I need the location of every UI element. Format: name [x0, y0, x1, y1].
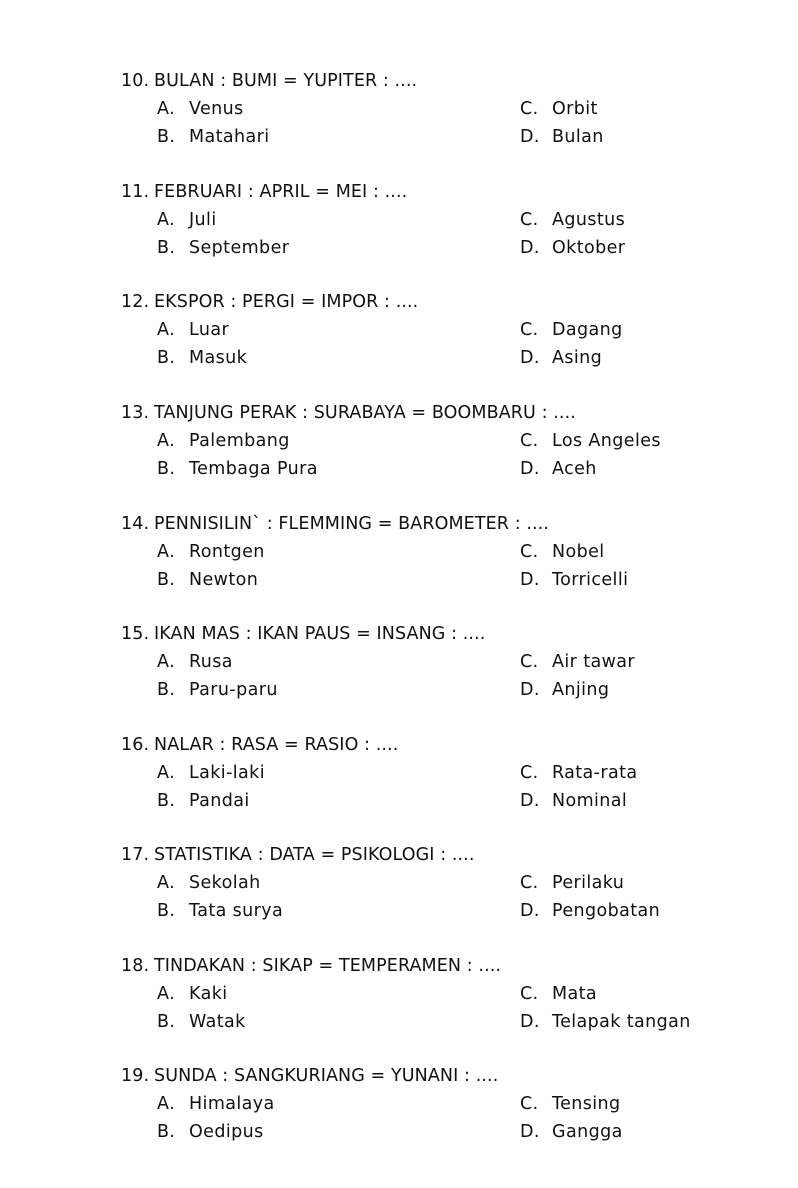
option-text: Sekolah [189, 873, 261, 893]
option-c[interactable] [520, 873, 624, 893]
option-text: Pengobatan [552, 901, 661, 921]
option-letter: A. [157, 1094, 176, 1114]
question-stem [121, 514, 549, 534]
question-text: FEBRUARI : APRIL = MEI : .... [154, 182, 408, 202]
option-text: Laki-laki [189, 763, 265, 783]
option-text: Dagang [552, 320, 623, 340]
option-letter: A. [157, 320, 176, 340]
option-text: Newton [189, 570, 259, 590]
option-text: Tensing [552, 1094, 621, 1114]
question-number: 14. [121, 514, 150, 534]
question-text: STATISTIKA : DATA = PSIKOLOGI : .... [154, 845, 475, 865]
option-c[interactable] [520, 652, 635, 672]
question-18 [0, 956, 798, 1040]
option-letter: B. [157, 348, 176, 368]
question-11 [0, 182, 798, 266]
option-text: Venus [189, 99, 244, 119]
option-letter: A. [157, 542, 176, 562]
option-text: Matahari [189, 127, 270, 147]
option-letter: A. [157, 984, 176, 1004]
question-text: IKAN MAS : IKAN PAUS = INSANG : .... [154, 624, 486, 644]
question-10 [0, 71, 798, 155]
option-b[interactable] [157, 791, 250, 811]
option-text: Juli [189, 210, 217, 230]
option-text: Nobel [552, 542, 605, 562]
option-text: Nominal [552, 791, 628, 811]
option-a[interactable] [157, 873, 261, 893]
question-stem [121, 292, 418, 312]
option-text: Air tawar [552, 652, 636, 672]
option-b[interactable] [157, 901, 283, 921]
option-text: Torricelli [552, 570, 629, 590]
option-a[interactable] [157, 210, 217, 230]
question-stem [121, 71, 417, 91]
question-16 [0, 735, 798, 819]
option-text: Kaki [189, 984, 228, 1004]
option-text: Gangga [552, 1122, 623, 1142]
option-letter: B. [157, 901, 176, 921]
question-stem [121, 735, 398, 755]
option-d[interactable] [520, 1122, 623, 1142]
option-text: Watak [189, 1012, 246, 1032]
option-c[interactable] [520, 320, 623, 340]
question-number: 17. [121, 845, 150, 865]
question-stem [121, 624, 485, 644]
option-text: Tata surya [189, 901, 284, 921]
option-letter: D. [520, 348, 540, 368]
option-b[interactable] [157, 459, 318, 479]
option-a[interactable] [157, 99, 244, 119]
option-letter: C. [520, 431, 539, 451]
option-text: Rusa [189, 652, 233, 672]
option-letter: B. [157, 127, 176, 147]
question-stem [121, 845, 475, 865]
option-letter: D. [520, 570, 540, 590]
option-letter: A. [157, 873, 176, 893]
option-text: Tembaga Pura [189, 459, 318, 479]
option-c[interactable] [520, 763, 638, 783]
option-b[interactable] [157, 127, 269, 147]
question-number: 11. [121, 182, 150, 202]
option-letter: D. [520, 680, 540, 700]
option-text: September [189, 238, 290, 258]
option-a[interactable] [157, 542, 265, 562]
question-stem [121, 956, 501, 976]
option-a[interactable] [157, 431, 290, 451]
option-text: Orbit [552, 99, 598, 119]
option-d[interactable] [520, 238, 625, 258]
option-c[interactable] [520, 99, 598, 119]
question-text: NALAR : RASA = RASIO : .... [154, 735, 399, 755]
question-text: EKSPOR : PERGI = IMPOR : .... [154, 292, 419, 312]
option-d[interactable] [520, 570, 628, 590]
option-text: Palembang [189, 431, 290, 451]
option-letter: D. [520, 238, 540, 258]
option-letter: B. [157, 1012, 176, 1032]
option-text: Pandai [189, 791, 250, 811]
question-number: 15. [121, 624, 150, 644]
question-number: 19. [121, 1066, 150, 1086]
option-b[interactable] [157, 348, 247, 368]
option-letter: A. [157, 431, 176, 451]
question-17 [0, 845, 798, 929]
option-letter: D. [520, 459, 540, 479]
question-text: TINDAKAN : SIKAP = TEMPERAMEN : .... [154, 956, 502, 976]
question-number: 10. [121, 71, 150, 91]
question-text: PENNISILIN` : FLEMMING = BAROMETER : .... [154, 514, 550, 534]
option-letter: B. [157, 238, 176, 258]
option-letter: B. [157, 1122, 176, 1142]
question-12 [0, 292, 798, 376]
option-d[interactable] [520, 791, 627, 811]
option-text: Telapak tangan [552, 1012, 691, 1032]
option-text: Asing [552, 348, 603, 368]
option-text: Luar [189, 320, 230, 340]
option-letter: C. [520, 542, 539, 562]
question-number: 16. [121, 735, 150, 755]
option-text: Masuk [189, 348, 248, 368]
option-b[interactable] [157, 570, 258, 590]
question-number: 18. [121, 956, 150, 976]
question-14 [0, 514, 798, 598]
question-13 [0, 403, 798, 487]
option-text: Oedipus [189, 1122, 264, 1142]
option-text: Bulan [552, 127, 604, 147]
option-text: Himalaya [189, 1094, 275, 1114]
option-letter: D. [520, 127, 540, 147]
option-letter: A. [157, 652, 176, 672]
question-text: SUNDA : SANGKURIANG = YUNANI : .... [154, 1066, 499, 1086]
option-letter: C. [520, 1094, 539, 1114]
option-c[interactable] [520, 984, 597, 1004]
question-15 [0, 624, 798, 708]
question-text: BULAN : BUMI = YUPITER : .... [154, 71, 418, 91]
question-number: 13. [121, 403, 150, 423]
option-c[interactable] [520, 1094, 621, 1114]
option-letter: C. [520, 652, 539, 672]
option-text: Perilaku [552, 873, 625, 893]
option-d[interactable] [520, 127, 604, 147]
option-b[interactable] [157, 1012, 246, 1032]
option-text: Rata-rata [552, 763, 638, 783]
option-c[interactable] [520, 210, 625, 230]
option-text: Anjing [552, 680, 610, 700]
option-d[interactable] [520, 680, 609, 700]
question-19 [0, 1066, 798, 1150]
option-text: Paru-paru [189, 680, 278, 700]
question-stem [121, 1066, 498, 1086]
option-d[interactable] [520, 459, 597, 479]
option-c[interactable] [520, 431, 661, 451]
option-letter: C. [520, 763, 539, 783]
option-text: Oktober [552, 238, 626, 258]
option-letter: C. [520, 984, 539, 1004]
option-letter: C. [520, 99, 539, 119]
option-letter: B. [157, 570, 176, 590]
option-a[interactable] [157, 984, 228, 1004]
option-letter: D. [520, 901, 540, 921]
option-d[interactable] [520, 1012, 691, 1032]
option-letter: B. [157, 791, 176, 811]
option-letter: D. [520, 791, 540, 811]
option-letter: A. [157, 210, 176, 230]
option-letter: D. [520, 1122, 540, 1142]
option-letter: B. [157, 459, 176, 479]
option-a[interactable] [157, 1094, 275, 1114]
option-letter: C. [520, 320, 539, 340]
option-c[interactable] [520, 542, 605, 562]
option-letter: A. [157, 763, 176, 783]
option-text: Agustus [552, 210, 626, 230]
option-b[interactable] [157, 238, 289, 258]
option-letter: D. [520, 1012, 540, 1032]
option-text: Rontgen [189, 542, 265, 562]
option-text: Los Angeles [552, 431, 661, 451]
option-letter: B. [157, 680, 176, 700]
option-b[interactable] [157, 680, 278, 700]
question-stem [121, 182, 407, 202]
option-text: Mata [552, 984, 598, 1004]
question-text: TANJUNG PERAK : SURABAYA = BOOMBARU : .... [154, 403, 576, 423]
option-letter: A. [157, 99, 176, 119]
question-stem [121, 403, 576, 423]
option-a[interactable] [157, 320, 229, 340]
option-text: Aceh [552, 459, 597, 479]
option-letter: C. [520, 873, 539, 893]
option-d[interactable] [520, 901, 660, 921]
option-a[interactable] [157, 652, 233, 672]
option-letter: C. [520, 210, 539, 230]
option-a[interactable] [157, 763, 265, 783]
option-d[interactable] [520, 348, 602, 368]
option-b[interactable] [157, 1122, 264, 1142]
question-number: 12. [121, 292, 150, 312]
